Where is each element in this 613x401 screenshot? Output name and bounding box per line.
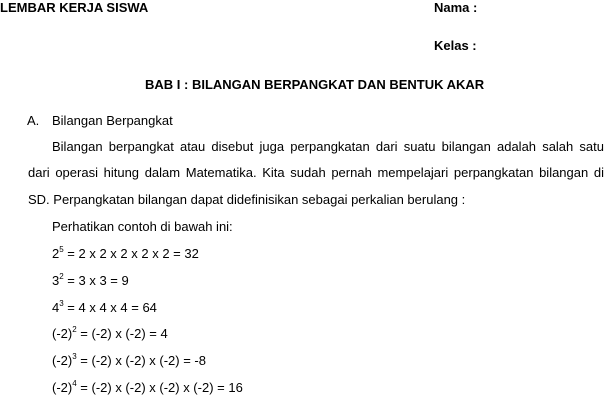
- example-base: (-2): [52, 326, 73, 341]
- class-label: Kelas :: [434, 38, 477, 53]
- example-base: (-2): [52, 353, 73, 368]
- example-3: [52, 300, 157, 316]
- example-5: [52, 353, 206, 369]
- example-expansion: = (-2) x (-2) x (-2) = -8: [76, 353, 206, 368]
- example-exponent: 3: [72, 352, 77, 361]
- section-title: Bilangan Berpangkat: [52, 113, 173, 128]
- example-exponent: 3: [59, 299, 64, 308]
- example-2: [52, 273, 129, 289]
- chapter-title: BAB I : BILANGAN BERPANGKAT DAN BENTUK AKAR: [145, 77, 485, 92]
- name-label: Nama :: [434, 0, 478, 15]
- example-exponent: 2: [72, 325, 77, 334]
- example-1: [52, 246, 199, 262]
- example-exponent: 2: [59, 272, 64, 281]
- example-expansion: = 4 x 4 x 4 = 64: [63, 300, 157, 315]
- example-base: 2: [52, 246, 60, 261]
- example-base: 4: [52, 300, 60, 315]
- example-expansion: = 3 x 3 = 9: [63, 273, 129, 288]
- example-base: (-2): [52, 380, 73, 395]
- examples-intro: Perhatikan contoh di bawah ini:: [52, 219, 233, 234]
- paragraph-line-1: Bilangan berpangkat atau disebut juga perpangkatan dari suatu bilangan adalah salah satu: [52, 139, 604, 154]
- section-letter: A.: [27, 113, 40, 128]
- example-exponent: 5: [59, 245, 64, 254]
- paragraph-line-3: SD. Perpangkatan bilangan dapat didefinisikan sebagai perkalian berulang :: [28, 192, 466, 207]
- example-4: [52, 326, 168, 342]
- paragraph-line-2: dari operasi hitung dalam Matematika. Kita sudah pernah mempelajari perpangkatan bilangan di: [28, 165, 604, 180]
- example-expansion: = (-2) x (-2) = 4: [76, 326, 168, 341]
- example-exponent: 4: [72, 379, 77, 388]
- worksheet-title: LEMBAR KERJA SISWA: [0, 0, 149, 15]
- example-expansion: = (-2) x (-2) x (-2) x (-2) = 16: [76, 380, 243, 395]
- example-expansion: = 2 x 2 x 2 x 2 x 2 = 32: [63, 246, 199, 261]
- example-6: [52, 380, 243, 396]
- example-base: 3: [52, 273, 60, 288]
